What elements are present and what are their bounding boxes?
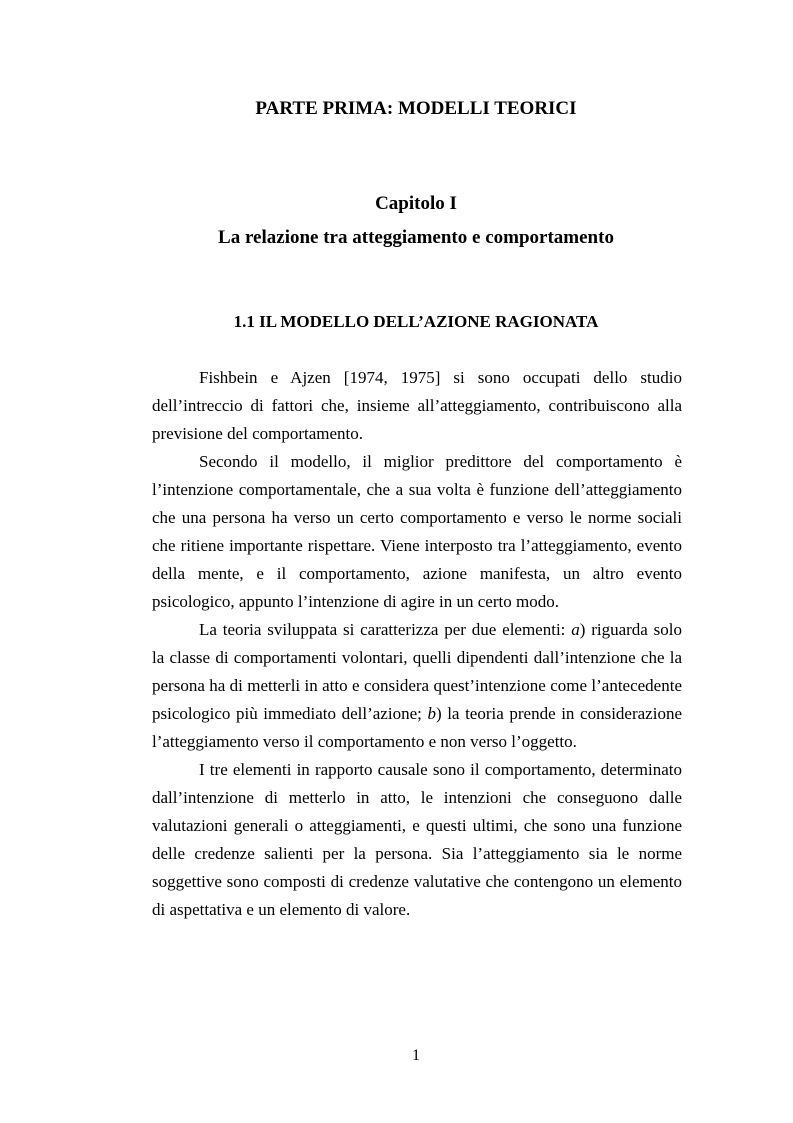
section-heading: 1.1 IL MODELLO DELL’AZIONE RAGIONATA xyxy=(233,312,599,331)
part-title: PARTE PRIMA: MODELLI TEORICI xyxy=(255,98,577,119)
chapter-title: La relazione tra atteggiamento e comportamento xyxy=(218,227,614,248)
list-marker-b: b xyxy=(427,704,436,723)
paragraph-3-text-2: ) riguarda solo la classe di comportamenti volontari, quelli dipendenti dall’intenzione che la persona ha di metterli in atto e considera quest’intenzione come l’antecedente psicologico più immediato dell’azione; xyxy=(152,620,682,723)
paragraph-3-text-3: ) la teoria prende in considerazione l’atteggiamento verso il comportamento e non verso l’oggetto. xyxy=(152,704,682,751)
paragraph-2: Secondo il modello, il miglior predittore del comportamento è l’intenzione comportamentale, che a sua volta è funzione dell’atteggiamento che una persona ha verso un certo comportamento e verso le norme sociali che ritiene importante rispettare. Viene interposto tra l’atteggiamento, evento della mente, e il comportamento, azione manifesta, un altro evento psicologico, appunto l’intenzione di agire in un certo modo. xyxy=(152,452,682,611)
paragraph-1: Fishbein e Ajzen [1974, 1975] si sono occupati dello studio dell’intreccio di fattori che, insieme all’atteggiamento, contribuiscono alla previsione del comportamento. xyxy=(152,368,682,443)
body-text xyxy=(152,364,682,924)
paragraph-3-text-1: La teoria sviluppata si caratterizza per due elementi: xyxy=(199,620,572,639)
paragraph-3 xyxy=(152,616,682,756)
page-number: 1 xyxy=(412,1047,420,1064)
list-marker-a: a xyxy=(571,620,580,639)
chapter-label: Capitolo I xyxy=(375,193,457,214)
paragraph-4: I tre elementi in rapporto causale sono il comportamento, determinato dall’intenzione di metterlo in atto, le intenzioni che conseguono dalle valutazioni generali o atteggiamenti, e questi ultimi, che sono una funzione delle credenze salienti per la persona. Sia l’atteggiamento sia le norme soggettive sono composti di credenze valutative che contengono un elemento di aspettativa e un elemento di valore. xyxy=(152,760,682,919)
